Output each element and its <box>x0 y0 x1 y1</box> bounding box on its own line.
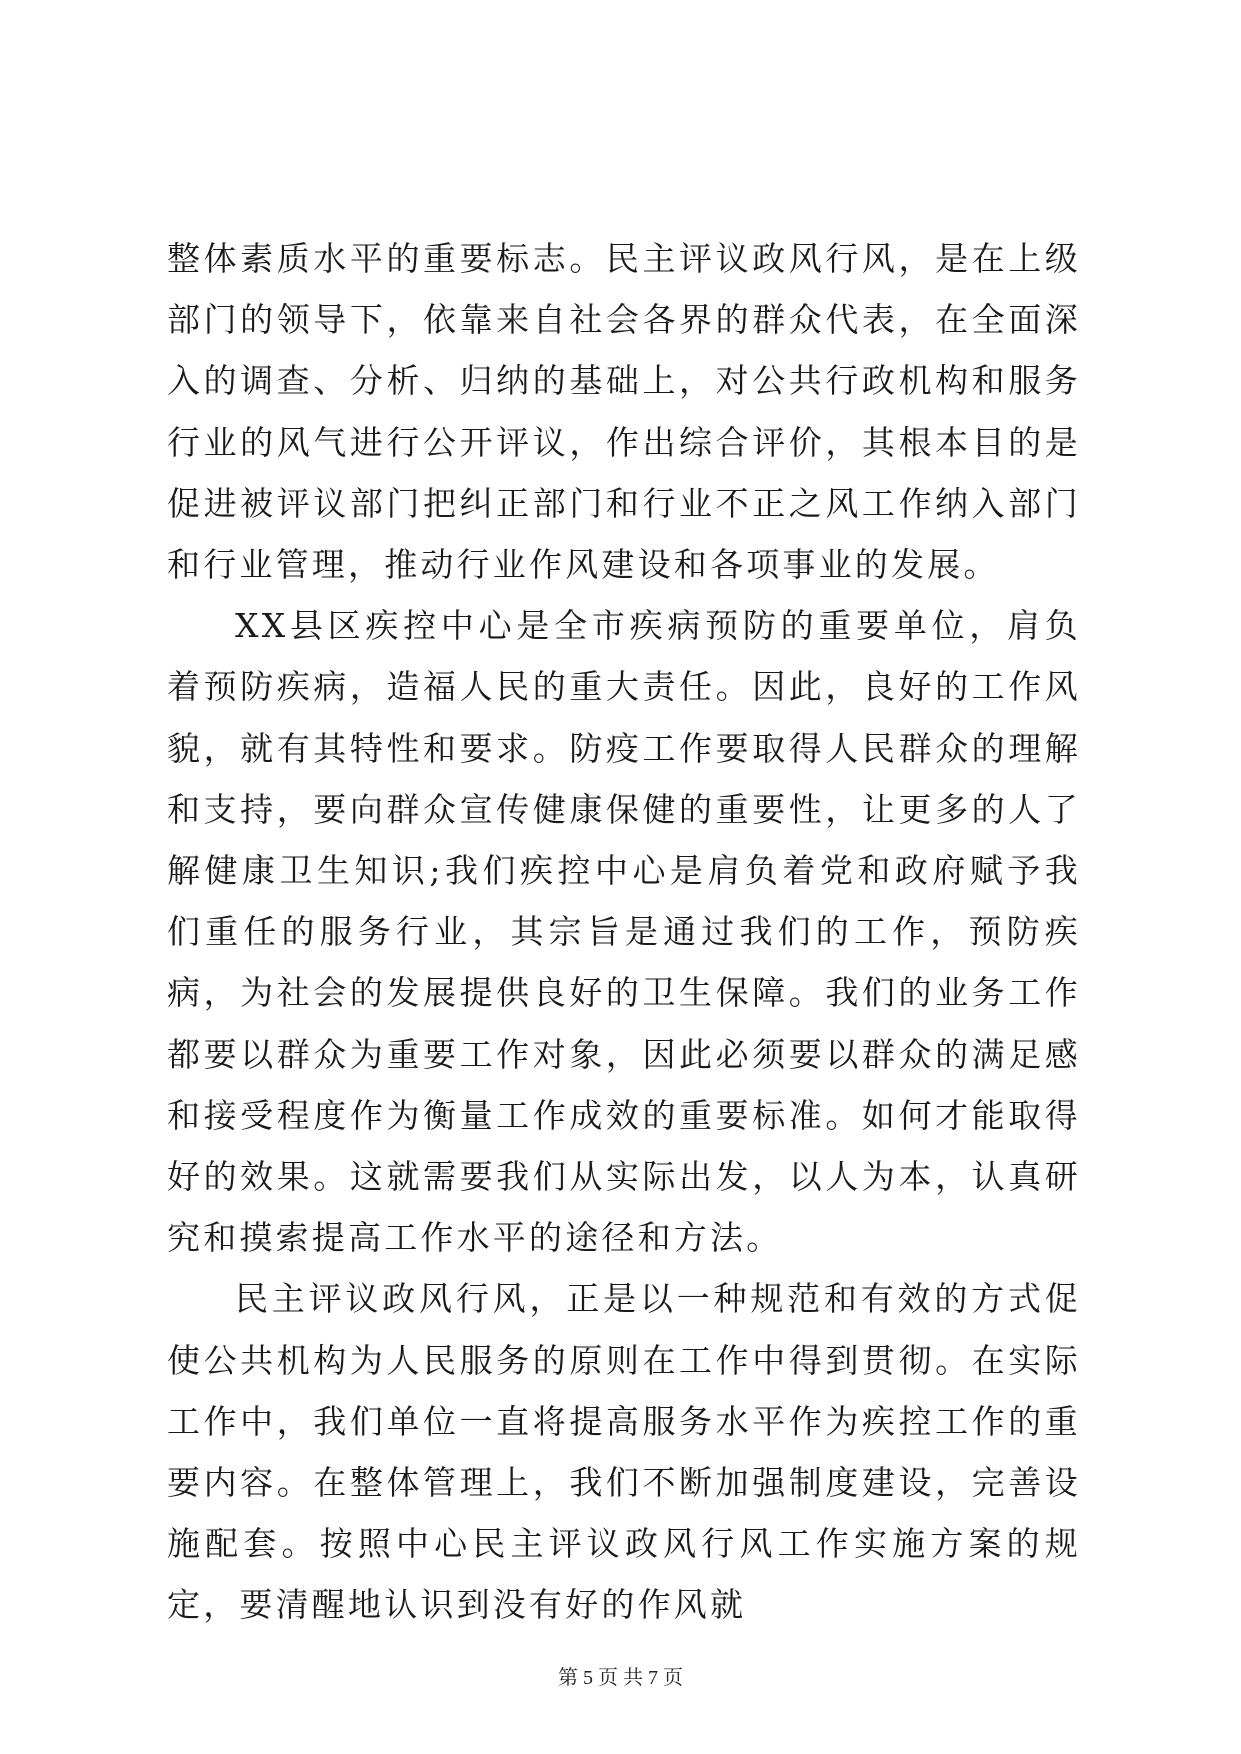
paragraph-cdc-responsibility: XX县区疾控中心是全市疾病预防的重要单位，肩负着预防疾病，造福人民的重大责任。因此，良好的工作风貌，就有其特性和要求。防疫工作要取得人民群众的理解和支持，要向群众宣传健康保健的重要性，让更多的人了解健康卫生知识;我们疾控中心是肩负着党和政府赋予我们重任的服务行业，其宗旨是通过我们的工作，预防疾病，为社会的发展提供良好的卫生保障。我们的业务工作都要以群众为重要工作对象，因此必须要以群众的满足感和接受程度作为衡量工作成效的重要标准。如何才能取得好的效果。这就需要我们从实际出发，以人为本，认真研究和摸索提高工作水平的途径和方法。 <box>167 606 1081 1258</box>
paragraph-continuation: 整体素质水平的重要标志。民主评议政风行风，是在上级部门的领导下，依靠来自社会各界的群众代表，在全面深入的调查、分析、归纳的基础上，对公共行政机构和服务行业的风气进行公开评议，作出综合评价，其根本目的是促进被评议部门把纠正部门和行业不正之风工作纳入部门和行业管理，推动行业作风建设和各项事业的发展。 <box>167 239 1081 585</box>
document-body <box>167 228 1081 1636</box>
page-number-footer: 第 5 页 共 7 页 <box>558 1667 683 1689</box>
paragraph-democratic-review: 民主评议政风行风，正是以一种规范和有效的方式促使公共机构为人民服务的原则在工作中得到贯彻。在实际工作中，我们单位一直将提高服务水平作为疾控工作的重要内容。在整体管理上，我们不断加强制度建设，完善设施配套。按照中心民主评议政风行风工作实施方案的规定，要清醒地认识到没有好的作风就 <box>167 1279 1081 1625</box>
